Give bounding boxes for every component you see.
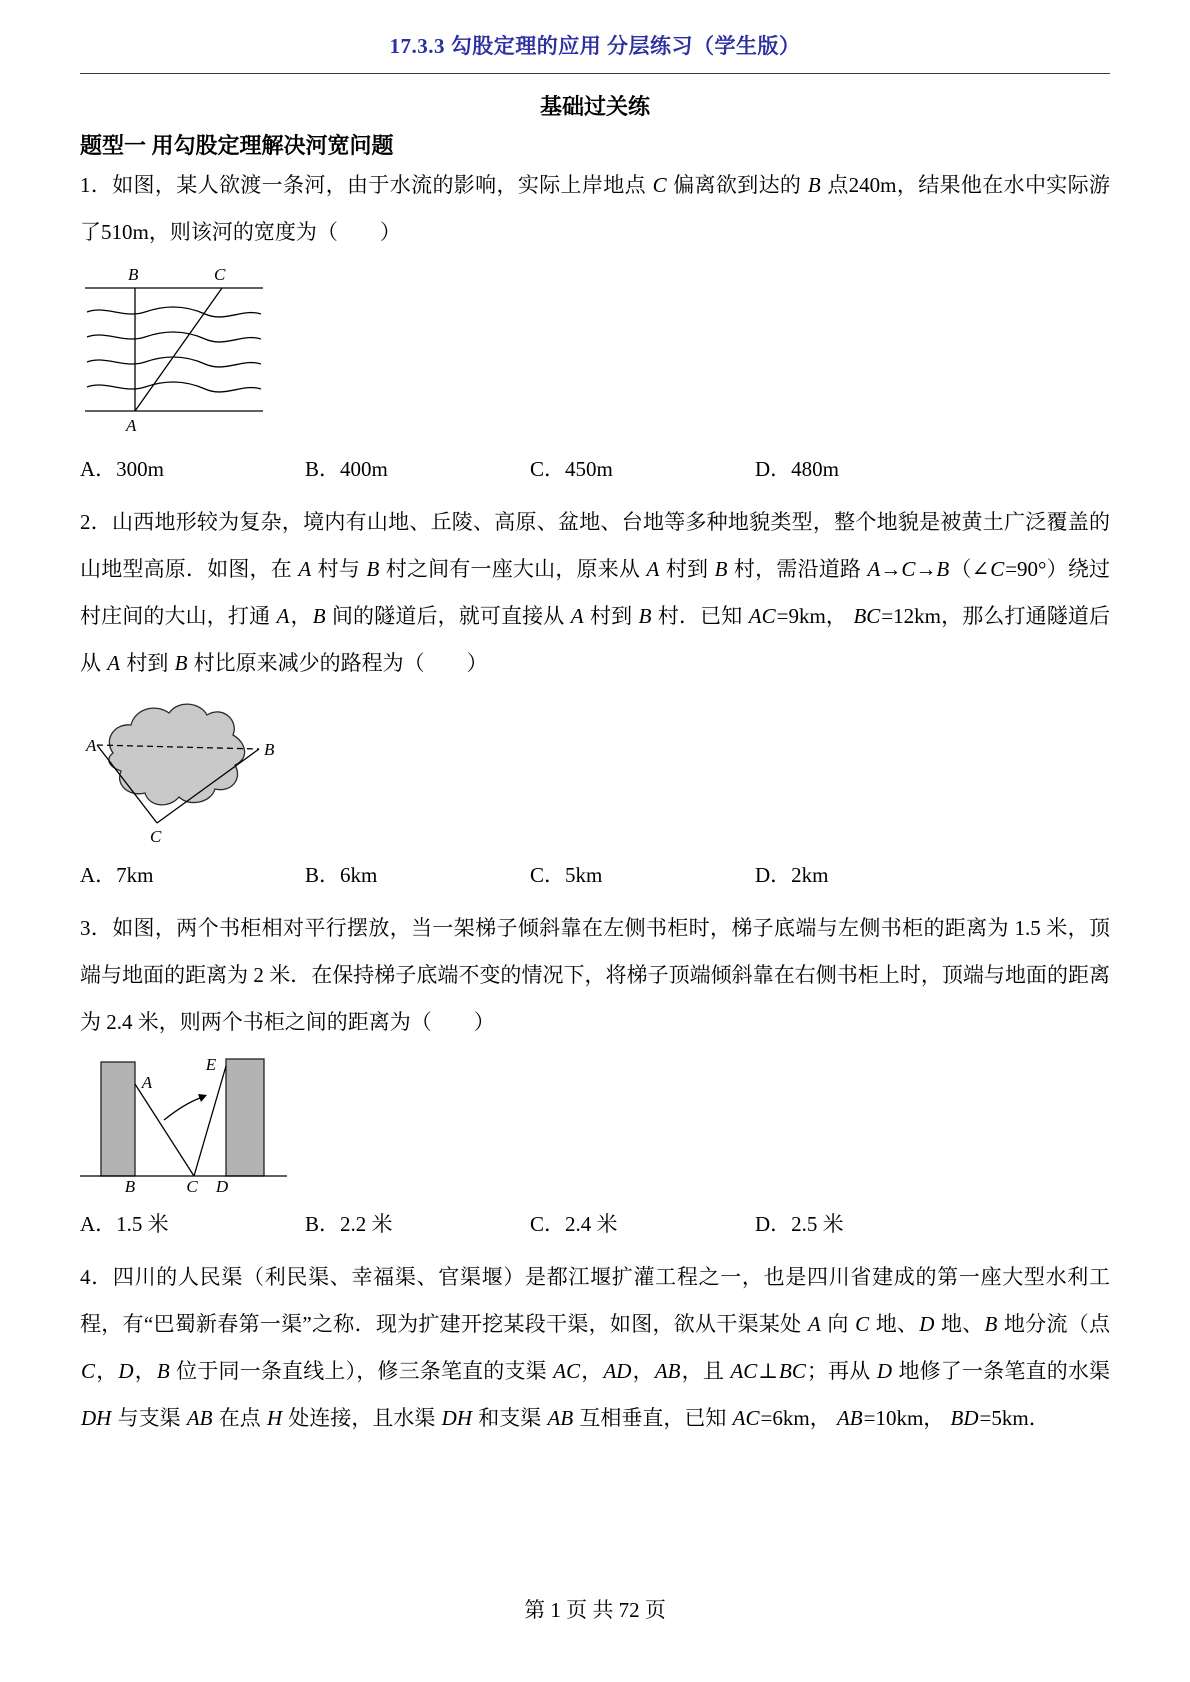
water-wave [87,307,261,317]
question-3-figure [80,1054,1110,1199]
question-1-options [80,446,1110,493]
question-2 [80,499,1110,899]
point-label-B: B [264,740,275,760]
point-label-D: D [215,1177,229,1195]
point-label-C: C [150,827,162,846]
water-wave [87,357,261,367]
question-4 [80,1254,1110,1442]
question-2-option-a: A．7km [80,863,154,888]
point-label-A: A [141,1073,153,1093]
question-1-option-a: A．300m [80,457,164,482]
tilt-arrow-curve [164,1098,200,1120]
question-3-option-d: D．2.5 米 [755,1212,844,1237]
point-label-E: E [205,1055,217,1075]
water-wave [87,332,261,342]
river-diagram [85,264,265,439]
question-1-text: 1．如图，某人欲渡一条河，由于水流的影响，实际上岸地点 C 偏离欲到达的 B 点240m，结果他在水中实际游了510m，则该河的宽度为（ ） [80,173,1111,245]
bookcase-diagram [80,1054,290,1194]
page-number: 第 1 页 共 72 页 [524,1598,666,1622]
segment-AC [135,288,222,411]
question-4-text: 4．四川的人民渠（利民渠、幸福渠、官渠堰）是都江堰扩灌工程之一，也是四川省建成的第一座大型水利工程，有“巴蜀新春第一渠”之称．现为扩建开挖某段干渠，如图，欲从干渠某处 A 向 C 地、D 地、B 地分流（点 C，D，B 位于同一条直线上），修三条笔直的支渠 AC，AD，AB，且 AC⊥BC；再从 D 地修了一条笔直的水渠 DH 与支渠 AB 在点 H 处连接，且水渠 DH 和支渠 AB 互相垂直，已知 AC=6km， AB=10km， BD=5km． [80,1265,1111,1431]
right-bookcase [226,1059,264,1176]
question-1 [80,162,1110,493]
question-2-option-d: D．2km [755,863,829,888]
question-1-option-d: D．480m [755,457,839,482]
water-wave [87,382,261,392]
question-2-figure [85,695,1110,850]
point-label-A: A [86,736,97,756]
point-label-B: B [124,1177,136,1195]
page-title: 17.3.3 勾股定理的应用 分层练习（学生版） [389,34,801,58]
question-1-option-c: C．450m [530,457,613,482]
river-lines [85,288,263,411]
point-label-B: B [128,265,139,285]
question-1-figure [85,264,1110,444]
question-2-options [80,852,1110,899]
mountain-diagram [85,695,280,845]
question-3-options [80,1201,1110,1248]
page-footer [0,1594,1190,1624]
question-2-option-b: B．6km [305,863,378,888]
title-divider [80,73,1110,74]
question-1-option-b: B．400m [305,457,388,482]
question-2-option-c: C．5km [530,863,603,888]
point-label-C: C [186,1177,198,1195]
ladder-left-position [135,1084,194,1176]
question-3-option-b: B．2.2 米 [305,1212,393,1237]
question-3-text: 3．如图，两个书柜相对平行摆放，当一架梯子倾斜靠在左侧书柜时，梯子底端与左侧书柜的距离为 1.5 米，顶端与地面的距离为 2 米．在保持梯子底端不变的情况下，将梯子顶端倾斜靠在右侧书柜上时，顶端与地面的距离为 2.4 米，则两个书柜之间的距离为（ ） [80,916,1110,1035]
question-3-option-c: C．2.4 米 [530,1212,618,1237]
question-2-text: 2．山西地形较为复杂，境内有山地、丘陵、高原、盆地、台地等多种地貌类型，整个地貌是被黄土广泛覆盖的山地型高原．如图，在 A 村与 B 村之间有一座大山，原来从 A 村到 B 村，需沿道路 A→C→B（∠C=90°）绕过村庄间的大山，打通 A，B 间的隧道后，就可直接从 A 村到 B 村．已知 AC=9km， BC=12km，那么打通隧道后从 A 村到 B 村比原来减少的路程为（ ） [80,510,1111,676]
topic-heading: 题型一 用勾股定理解决河宽问题 [80,133,394,158]
section-heading: 基础过关练 [539,94,650,119]
mountain-shape [109,704,245,805]
ladder-right-position [194,1066,226,1176]
point-label-C: C [214,265,226,285]
left-bookcase [101,1062,135,1176]
question-3 [80,905,1110,1248]
point-label-A: A [126,416,137,436]
question-3-option-a: A．1.5 米 [80,1212,169,1237]
